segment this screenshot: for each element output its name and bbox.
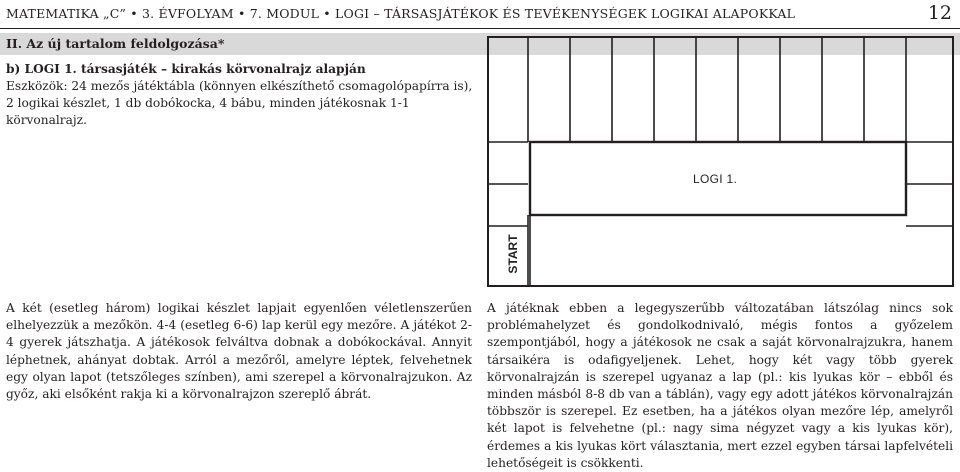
page-number: 12 bbox=[927, 2, 952, 24]
page-header bbox=[0, 0, 960, 30]
game-heading: b) LOGI 1. társasjáték – kirakás körvonalrajz alapján bbox=[6, 62, 366, 76]
intro-block bbox=[6, 61, 476, 129]
game-board bbox=[487, 36, 954, 287]
board-center-label: LOGI 1. bbox=[693, 172, 738, 186]
board-outer-frame bbox=[488, 37, 953, 286]
board-top-row bbox=[488, 37, 953, 226]
section-title: II. Az új tartalom feldolgozása* bbox=[6, 36, 225, 51]
board-drawing bbox=[487, 36, 954, 287]
rules-paragraph: A két (esetleg három) logikai készlet lapjait egyenlően véletlenszerűen elhelyezzük a mezőkön. 4-4 (esetleg 6-6) lap kerül egy mezőre. A játékot 2-4 gyerek játszhatja. A játékosok felváltva dobnak a dobókockával. Annyit léphetnek, ahányat dobtak. Arról a mezőről, amelyre léptek, felvehetnek egy olyan lapot (tetszőleges színben), ami szerepel a körvonalrajzukon. Az győz, aki elsőként rakja ki a körvonalrajzon szereplő ábrát. bbox=[6, 301, 472, 402]
header-rule bbox=[0, 28, 960, 29]
running-title: MATEMATIKA „C” • 3. ÉVFOLYAM • 7. MODUL • LOGI – TÁRSASJÁTÉKOK ÉS TEVÉKENYSÉGEK LOGIKAI ALAPOKKAL bbox=[6, 6, 796, 21]
tools-text: Eszközök: 24 mezős játéktábla (könnyen elkészíthető csomagolópapírra is), 2 logikai készlet, 1 db dobókocka, 4 bábu, minden játékosnak 1-1 körvonalrajz. bbox=[6, 79, 473, 127]
strategy-paragraph: A játéknak ebben a legegyszerűbb változatában látszólag nincs sok problémahelyzet és gondolkodnivaló, mégis fontos a győzelem szempontjából, hogy a játékosok ne csak a saját körvonalrajzukra, hanem társaikéra is odafigyeljenek. Lehet, hogy két vagy több gyerek körvonalrajzán is szerepel ugyanaz a lap (pl.: kis lyukas kör – ebből és minden másból 8-8 db van a táblán), vagy egy adott játékos körvonalrajzán többször is szerepel. Ez esetben, ha a játékos olyan mezőre lép, amelyről két lapot is felvehetne (pl.: nagy sima négyzet vagy a kis lyukas kör), érdemes a kis lyukas kört választania, mert ezzel egyben társai lapfelvételi lehetőségeit is csökkenti. bbox=[487, 301, 953, 470]
start-label: START bbox=[506, 234, 520, 274]
